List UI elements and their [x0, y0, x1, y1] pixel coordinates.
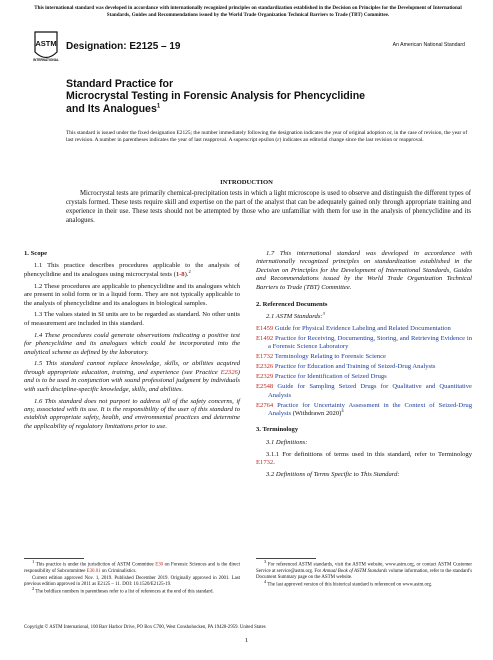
- scope-1-5: 1.5 This standard cannot replace knowledge, skills, or abilities acquired through appropriate education, training, and experience (see Practice E2326) and is to be used in conjunction with sound professional judgment by individuals with such discipline-specific knowledge, skills, and abilities.: [24, 360, 240, 393]
- link-e30-01[interactable]: E30.01: [86, 568, 101, 574]
- referenced-documents-heading: 2. Referenced Documents: [256, 301, 328, 309]
- footnotes-right: [256, 559, 472, 590]
- scope-heading: 1. Scope: [24, 250, 48, 257]
- scope-1-4: 1.4 These procedures could generate observations indicating a positive test for phencyclidine and its analogues which could be incorporated into the analytical scheme as defined by the laboratory.: [24, 331, 240, 356]
- designation: Designation: E2125 – 19: [66, 41, 181, 52]
- scope-1-3: 1.3 The values stated in SI units are to be regarded as standard. No other units of measurement are included in this standard.: [24, 311, 240, 327]
- link-e2329[interactable]: E2329: [256, 373, 274, 381]
- terminology-3-2: 3.2 Definitions of Terms Specific to This Standard:: [266, 471, 400, 479]
- ref-item: E2764 Practice for Uncertainty Assessment in the Context of Seized-Drug Analysis (Withdrawn 2020)$^4$: [256, 401, 472, 418]
- scope-1-2: 1.2 These procedures are applicable to phencyclidine and its analogues which are present in solid form or in a liquid form. They are not typically applicable to the analysis of phencyclidine and its analogues in biological samples.: [24, 282, 240, 307]
- logo-subtext: INTERNATIONAL: [33, 58, 59, 62]
- document-title: [66, 78, 466, 115]
- left-column: [24, 250, 240, 435]
- footnotes-left: [24, 559, 241, 597]
- introduction-text: Microcrystal tests are primarily chemical-precipitation tests in which a light microscope is used to observe and distinguish the different types of crystals formed. These tests require skill and expertise on the part of the analyst that can be adequately gained only through appropriate training and experience in their use. These tests should not be attempted by those who are unfamiliar with them for use in the analysis of phencyclidine and its analogues.: [66, 190, 471, 224]
- standard-note: This standard is issued under the fixed designation E2125; the number immediately following the designation indicates the year of original adoption or, in the case of revision, the year of last revision. A number in parentheses indicates the year of last reapproval. A superscript epsilon (ε) indicates an editorial change since the last revision or reapproval.: [66, 130, 468, 143]
- scope-1-7: 1.7 This international standard was developed in accordance with internationally recognized principles on standardization established in the Decision on Principles for the Development of International Standards, Guides and Recommendations issued by the World Trade Organization Technical Barriers to Trade (TBT) Committee.: [256, 250, 472, 291]
- link-e1492[interactable]: E1492: [256, 334, 274, 342]
- ref-item: E2329 Practice for Identification of Seized Drugs: [256, 373, 387, 381]
- national-standard-label: An American National Standard: [392, 42, 465, 48]
- introduction-heading: INTRODUCTION: [220, 179, 273, 186]
- footnote-1: $^1$ This practice is under the jurisdiction of ASTM Committee E30 on Forensic Sciences and is the direct responsibility of Subcommittee E30.01 on Criminalistics.: [24, 559, 241, 574]
- footnote-3: $^3$ For referenced ASTM standards, visit the ASTM website, www.astm.org, or contact ASTM Customer Service at service@astm.org. For Annual Book of ASTM Standards volume information, refer to the standard's Document Summary page on the ASTM website.: [256, 559, 472, 580]
- tbt-banner: This international standard was developed in accordance with internationally recognized principles on standardization established in the Decision on Principles for the Development of International Standards, Guides and Recommendations issued by the World Trade Organization Technical Barriers to Trade (TBT) Committee.: [34, 5, 462, 18]
- link-e30[interactable]: E30: [155, 562, 164, 568]
- ref-item: E2548 Guide for Sampling Seized Drugs for Qualitative and Quantitative Analysis: [256, 383, 472, 399]
- copyright-footer: Copyright © ASTM International, 100 Barr Harbor Drive, PO Box C700, West Conshohocken, PA 19428-2959. United States: [24, 625, 266, 630]
- scope-1-6: 1.6 This standard does not purport to address all of the safety concerns, if any, associated with its use. It is the responsibility of the user of this standard to establish appropriate safety, health, and environmental practices and determine the applicability of regulatory limitations prior to use.: [24, 397, 240, 430]
- title-line-1: Standard Practice for: [66, 78, 174, 90]
- terminology-3-1-1: 3.1.1 For definitions of terms used in this standard, refer to Terminology E1732.: [256, 450, 472, 467]
- link-e1732-term[interactable]: E1732: [256, 459, 274, 467]
- footnote-4: $^4$ The last approved version of this historical standard is referenced on www.astm.org.: [264, 578, 433, 588]
- link-e2548[interactable]: E2548: [256, 383, 274, 391]
- right-column: [256, 250, 472, 483]
- footnote-1-edition: Current edition approved Nov. 1, 2019. Published December 2019. Originally approved in 2001. Last previous edition approved in 2011 as E2125 – 11. DOI: 10.1520/E2125-19.: [24, 575, 240, 587]
- title-footnote-ref[interactable]: 1: [156, 103, 161, 110]
- ref-item: E2326 Practice for Education and Training of Seized-Drug Analysts: [256, 363, 436, 371]
- link-e2326[interactable]: E2326: [220, 368, 238, 376]
- terminology-3-1: 3.1 Definitions:: [266, 438, 308, 446]
- title-line-2: Microcrystal Testing in Forensic Analysis for Phencyclidine: [66, 90, 366, 103]
- link-e2764[interactable]: E2764: [256, 401, 274, 409]
- logo-text: ASTM: [35, 39, 57, 48]
- ref-item: E1492 Practice for Receiving, Documenting, Storing, and Retrieving Evidence in a Forensic Science Laboratory: [256, 334, 472, 351]
- ref-item: E1459 Guide for Physical Evidence Labeling and Related Documentation: [256, 324, 451, 332]
- page-number: 1: [244, 637, 249, 644]
- ref-item: E1732 Terminology Relating to Forensic Science: [256, 353, 386, 361]
- ref-link-1-8[interactable]: 1-8: [175, 270, 185, 278]
- link-e1459[interactable]: E1459: [256, 324, 274, 332]
- terminology-heading: 3. Terminology: [256, 426, 299, 434]
- title-line-3: and Its Analogues: [66, 102, 157, 115]
- footnote-2: $^2$ The boldface numbers in parentheses refer to a list of references at the end of this standard.: [32, 586, 214, 595]
- link-e1732[interactable]: E1732: [256, 353, 274, 361]
- astm-standards-subheading: 2.1 ASTM Standards:$^3$: [266, 311, 325, 321]
- astm-logo-icon: [32, 30, 60, 64]
- scope-1-1: 1.1 This practice describes procedures applicable to the analysis of phencyclidine and its analogues using microcrystal tests (1-8).$^2$: [24, 262, 240, 278]
- link-e2326-ref[interactable]: E2326: [256, 363, 274, 371]
